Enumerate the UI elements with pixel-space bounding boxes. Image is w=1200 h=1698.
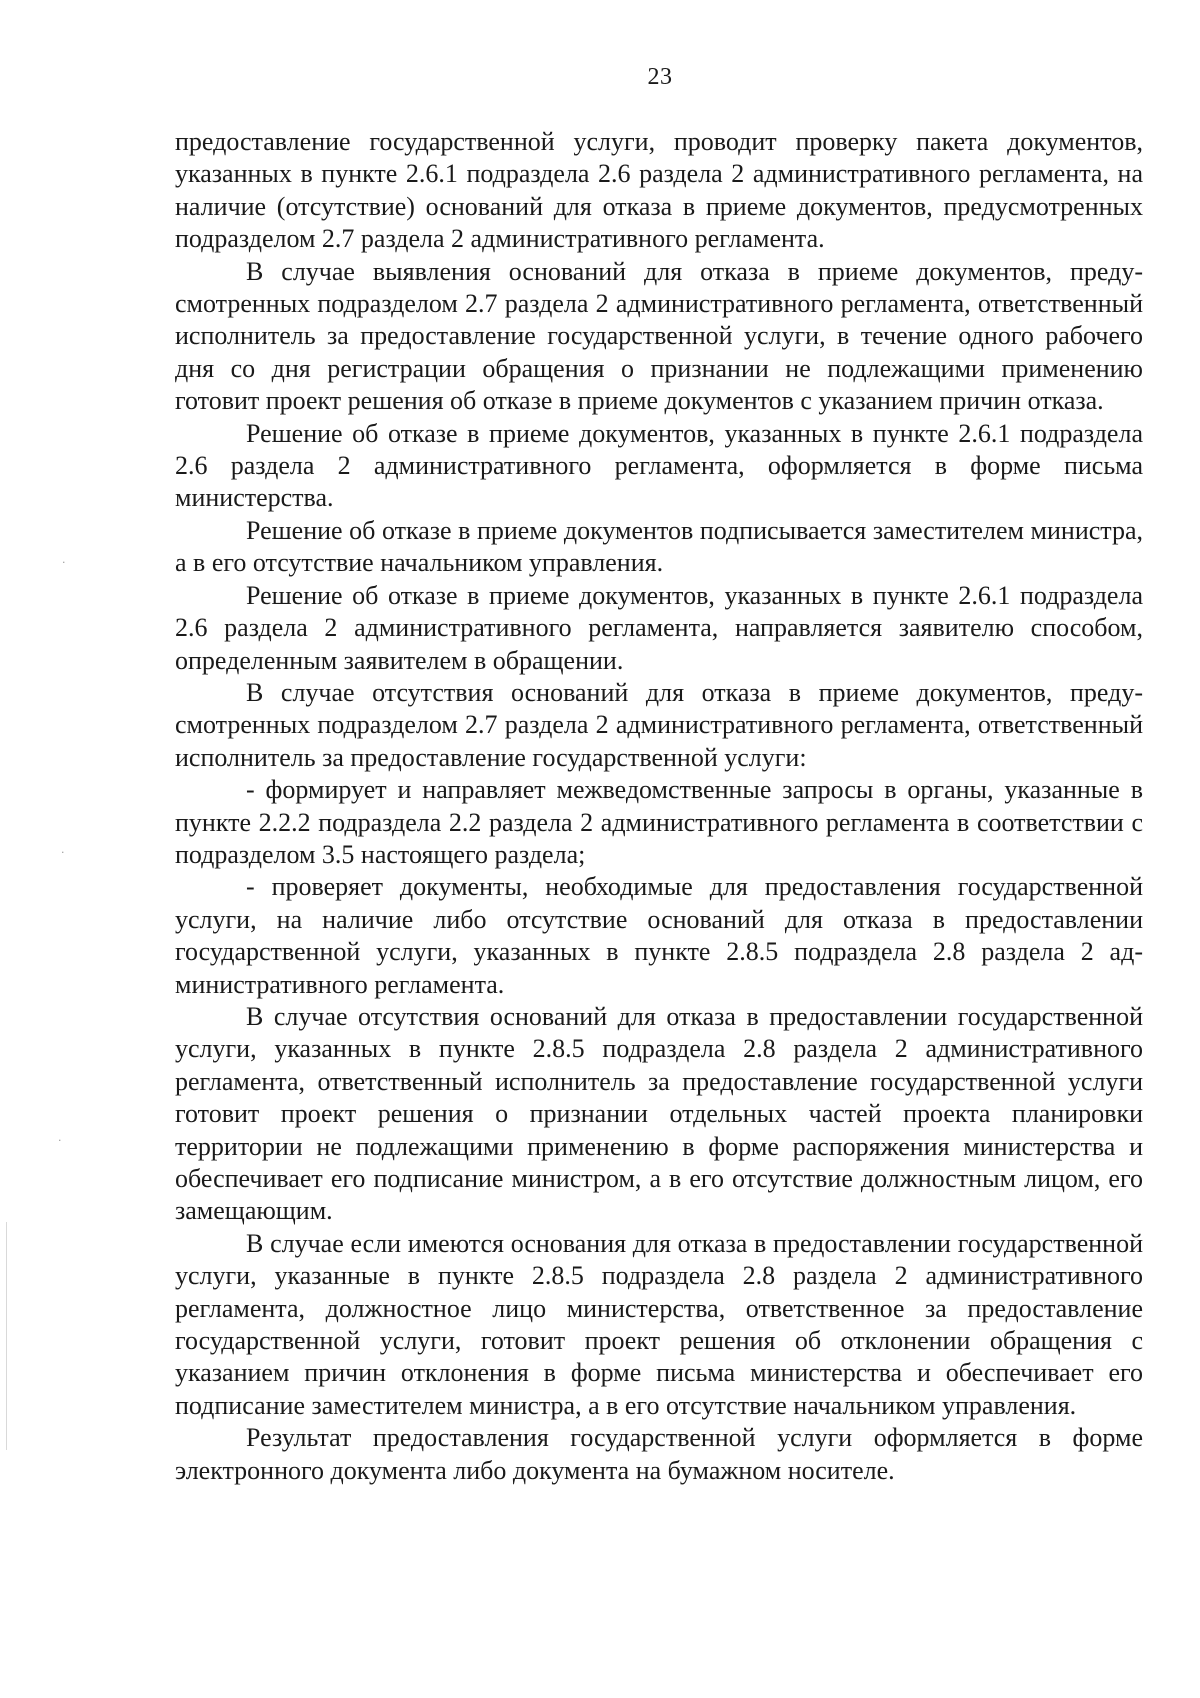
paragraph: Результат предоставления государственной услуги оформляется в форме электронного документа либо документа на бумажном носителе. bbox=[175, 1423, 1143, 1485]
paragraph: В случае отсутствия оснований для отказа в предоставлении государственной услуги, указанных в пункте 2.8.5 подраздела 2.8 раздела 2 административного регламента, ответственный исполнитель за предоставление государственной услуги готовит проект решения о признании отдельных частей проекта планировки территории не подлежащими применению в форме распоряжения министерства и обеспечивает его подписание министром, а в его отсутствие должностным лицом, его замещающим. bbox=[175, 1001, 1143, 1226]
paragraph-continuation: предоставление государственной услуги, проводит проверку пакета документов, указанных в пункте 2.6.1 подраздела 2.6 раздела 2 административного регламента, на наличие (отсутствие) оснований для отказа в приеме документов, предусмотренных подразделом 2.7 раздела 2 административного регламента. bbox=[175, 127, 1143, 254]
paragraph: В случае выявления оснований для отказа в приеме документов, предусмотренных подразделом 2.7 раздела 2 административного регламента, ответственный исполнитель за предоставление государственной услуги, в течение одного рабочего дня со дня регистрации обращения о признании не подлежащими применению готовит проект решения об отказе в приеме документов с указанием причин отказа. bbox=[175, 256, 1143, 416]
list-item: - формирует и направляет межведомственные запросы в органы, указанные в пункте 2.2.2 подраздела 2.2 раздела 2 административного регламента в соответствии с подразделом 3.5 настоящего раздела; bbox=[175, 775, 1143, 869]
paragraph: В случае отсутствия оснований для отказа в приеме документов, предусмотренных подразделом 2.7 раздела 2 административного регламента, ответственный исполнитель за предоставление государственной услуги: bbox=[175, 677, 1143, 772]
scan-speck-mark: · bbox=[61, 846, 65, 859]
paragraph: Решение об отказе в приеме документов подписывается заместителем министра, а в его отсутствие начальником управления. bbox=[175, 515, 1143, 578]
paragraph: В случае если имеются основания для отказа в предоставлении государственной услуги, указанные в пункте 2.8.5 подраздела 2.8 раздела 2 административного регламента, должностное лицо министерства, ответственное за предоставление государственной услуги, готовит проект решения об отклонении обращения с указанием причин отклонения в форме письма министерства и обеспечивает его подписание заместителем министра, а в его отсутствие начальником управления. bbox=[175, 1228, 1143, 1420]
page-number: 23 bbox=[647, 64, 673, 90]
scan-speck-mark: · bbox=[58, 1134, 62, 1147]
paragraph: Решение об отказе в приеме документов, указанных в пункте 2.6.1 подраздела 2.6 раздела 2 административного регламента, оформляется в форме письма министерства. bbox=[175, 418, 1143, 513]
paragraph: Решение об отказе в приеме документов, указанных в пункте 2.6.1 подраздела 2.6 раздела 2 административного регламента, направляется заявителю способом, определенным заявителем в обращении. bbox=[175, 580, 1143, 675]
scan-speck-mark: · bbox=[62, 556, 66, 569]
document-body bbox=[175, 126, 1143, 1487]
scan-edge-line bbox=[6, 1222, 7, 1450]
list-item: - проверяет документы, необходимые для предоставления государственной услуги, на наличие либо отсутствие оснований для отказа в предоставлении государственной услуги, указанных в пункте 2.8.5 подраздела 2.8 раздела 2 административного регламента. bbox=[175, 872, 1143, 999]
